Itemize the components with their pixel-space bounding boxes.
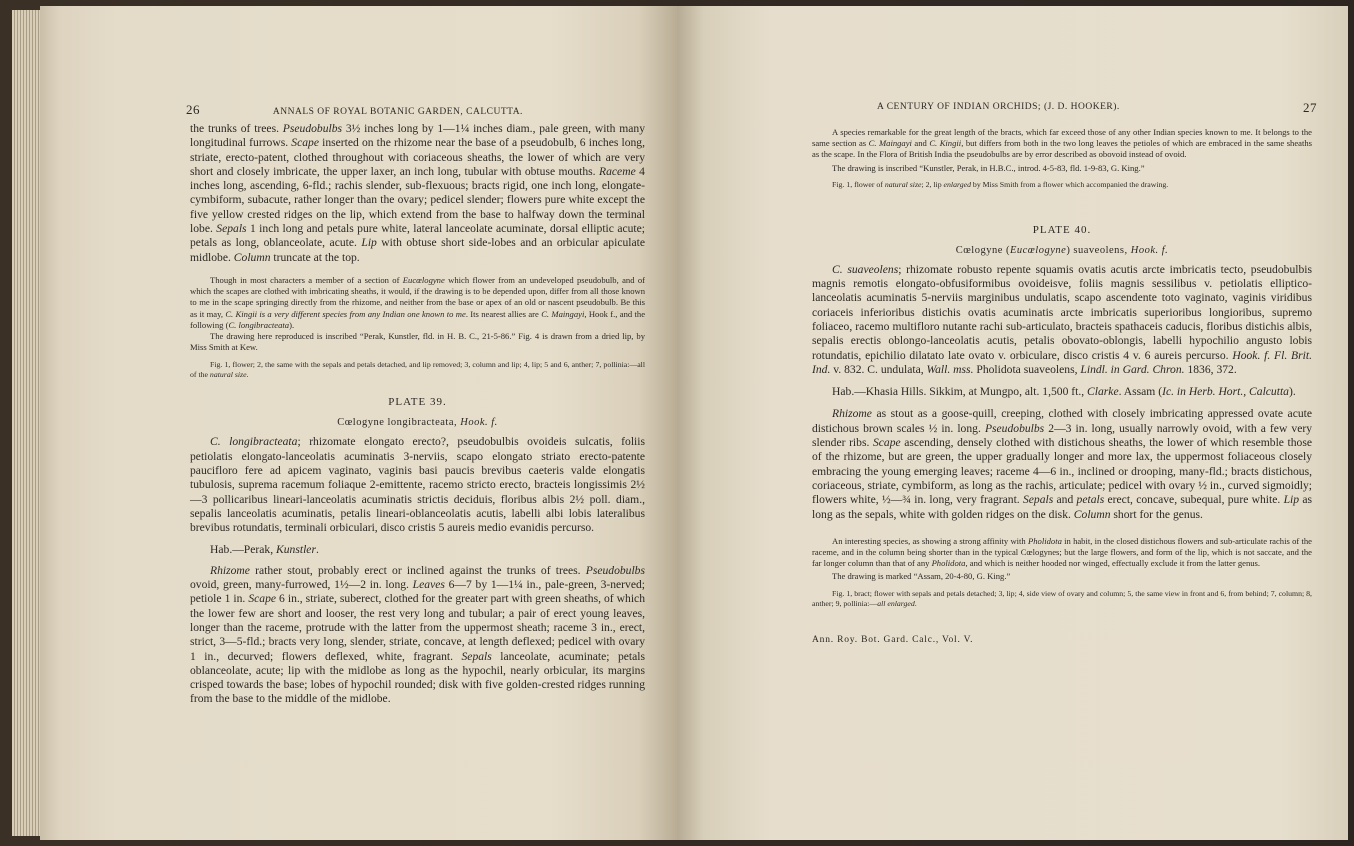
plate-40-habitat: Hab.—Khasia Hills. Sikkim, at Mungpo, alt. 1,500 ft., Clarke. Assam (Ic. in Herb. Hort., Calcutta). (832, 385, 1296, 399)
plate-40-note: An interesting species, as showing a strong affinity with Pholidota in habit, in the closed distichous flowers and sub-articulate rachis of the raceme, and in the column being shorter than in the typical Cœlogynes; but the large flowers, and form of the lip, which is not saccate, and the far longer column than that of any Pholidota, and which is neither hooded nor winged, effectually exclude it from the latter genus. (812, 535, 1312, 569)
right-running-title: A CENTURY OF INDIAN ORCHIDS; (J. D. HOOKER). (877, 102, 1120, 112)
volume-signature: Ann. Roy. Bot. Gard. Calc., Vol. V. (812, 634, 974, 645)
left-drawing-note: The drawing here reproduced is inscribed “Perak, Kunstler, fld. in H. B. C., 21-5-86.” Fig. 4 is drawn from a dried lip, by Miss Smith at Kew. (190, 330, 645, 353)
right-text-column (812, 127, 1312, 645)
plate-40-species: Cœlogyne (Eucœlogyne) suaveolens, Hook. f. (955, 244, 1169, 256)
page-edges (12, 10, 40, 836)
plate-39-description: Rhizome rather stout, probably erect or inclined against the trunks of trees. Pseudobulbs ovoid, green, many-furrowed, 1½—2 in. long. Leaves 6—7 by 1—1¼ in., pale-green, 3-nerved; petiole 1 in. Scape 6 in., striate, suberect, clothed for the greater part with green sheaths, of which the lower few are short and looser, the rest very long and tubular; a pair of erect young leaves, longer than the raceme, protrude with the latter from the uppermost sheath; raceme 3 in., erect, strict, 3—5-fld.; bracts very long, slender, striate, concave, at length deflexed; pedicel with ovary 1 in., decurved; flowers deflexed, white, fragrant. Sepals lanceolate, acuminate; petals oblanceolate, acute; lip with the midlobe as long as the hypochil, nearly orbicular, its margins crisped towards the base; lobes of hypochil rounded; disk with five golden-crested ridges running from the base to the middle of the midlobe. (190, 563, 646, 706)
left-text-column (190, 122, 645, 707)
plate-40-latin: C. suaveolens; rhizomate robusto repente squamis ovatis acutis arcte imbricatis tecto, pseudobulbis magnis remotis elongato-obfusiformibus ovoideisve, foliis magnis sessilibus v. petiolatis elliptico-lanceolatis acuminatis 5-nerviis marginibus undulatis, scapo ascendente toto vaginato, vaginis viridibus coriaceis inferioribus distichis ovatis acuminatis arcte imbricatis superioribus longioribus, supremo foliaceo, racemo multifloro nutante rachi sub-articulato, bracteis spathaceis caducis, floribus distichis albis, sepalis erectis oblongo-lanceolatis acutis, petalis obovato-oblongis, labelli hypochilio angusto lobis rotundatis, epichilio dilatato late ovato v. orbiculare, disco cristis 4 v. 6 aureis percurso. Hook. f. Fl. Brit. Ind. v. 832. C. undulata, Wall. mss. Pholidota suaveolens, Lindl. in Gard. Chron. 1836, 372. (812, 262, 1312, 376)
left-page (40, 6, 677, 840)
left-note: Though in most characters a member of a section of Eucœlogyne which flower from an undeveloped pseudobulb, and of which the scapes are clothed with imbricating sheaths, it would, if the drawing is to be depended upon, differ from all those known to me in the scape springing directly from the rhizome, and neither from the base or apex of an old or nascent pseudobulb. Be this as it may, C. Kingii is a very different species from any Indian one known to me. Its nearest allies are C. Maingayi, Hook f., and the following (C. longibracteata). (190, 274, 646, 330)
plate-40-marking: The drawing is marked “Assam, 20-4-80, G. King.” (832, 571, 1011, 582)
right-page-number: 27 (1303, 100, 1317, 115)
right-figure-caption-1: Fig. 1, flower of natural size; 2, lip enlarged by Miss Smith from a flower which accompanied the drawing. (832, 179, 1169, 189)
plate-39-species: Cœlogyne longibracteata, Hook. f. (337, 417, 498, 429)
plate-39-heading: PLATE 39. (388, 396, 447, 409)
right-page (677, 6, 1348, 840)
plate-39-latin: C. longibracteata; rhizomate elongato erecto?, pseudobulbis ovoideis sulcatis, foliis petiolatis elongato-lanceolatis acuminatis 3-nerviis, scapo elongato striato erecto-patente paucifloro fere ad apicem vaginato, vaginis basi paucis brevibus caeteris valde elongatis tubulosis, suprema racemum foliaque 2-emittente, racemo stricto erecto, bracteis longissimis 2½—3 pollicaribus lineari-lanceolatis acuminatis strictis deciduis, floribus albis 2½ poll. diam., sepalis lanceolatis acuminatis, petalis lineari-oblanceolatis acutis, labelli albi lobis lateralibus brevibus rotundatis, terminali orbiculari, disco cristis 5 aureis medio evanidis percurso. (190, 435, 645, 535)
right-figure-caption-2: Fig. 1, bract; flower with sepals and petals detached; 3, lip; 4, side view of ovary and column; 5, the same view in front and 6, from behind; 7, column; 8, anther; 9, pollinia:—all enlarged. (812, 588, 1312, 608)
left-figure-caption: Fig. 1, flower; 2, the same with the sepals and petals detached, and lip removed; 3, column and lip; 4, lip; 5 and 6, anther; 7, pollinia:—all of the natural size. (190, 360, 645, 380)
left-running-head (186, 102, 656, 118)
left-continuation: the trunks of trees. Pseudobulbs 3½ inches long by 1—1¼ inches diam., pale green, with many longitudinal furrows. Scape inserted on the rhizome near the base of a pseudobulb, 6 inches long, striate, erecto-patent, clothed throughout with coriaceous sheaths, the lower of which are very short and closely imbricate, the upper laxer, an inch long, tubular with obtuse mouths. Raceme 4 inches long, ascending, 6-fld.; rachis slender, sub-flexuous; bracts rigid, one inch long, elongate-cymbiform, subacute, rather longer than the ovary; pedicel slender; flowers pure white except the five yellow crested ridges on the lip, which extend from the base to halfway down the terminal lobe. Sepals 1 inch long and petals pure white, lateral lanceolate acuminate, dorsal elliptic acute; petals as long, oblanceolate, acute. Lip with obtuse short side-lobes and an orbicular apiculate midlobe. Column truncate at the top. (190, 122, 646, 264)
right-running-head (877, 100, 1317, 115)
plate-39-habitat: Hab.—Perak, Kunstler. (210, 543, 319, 557)
left-page-number: 26 (186, 102, 200, 117)
right-intro: A species remarkable for the great length of the bracts, which far exceed those of any other Indian species known to me. It belongs to the same section as C. Maingayi and C. Kingii, but differs from both in the two long leaves the petioles of which are embraced in the same sheaths as the scape. In the Flora of British India the pseudobulbs are by error described as obovoid instead of ovoid. (812, 127, 1313, 160)
plate-40-description: Rhizome as stout as a goose-quill, creeping, clothed with closely imbricating appressed ovate acute distichous brown scales ½ in. long. Pseudobulbs 2—3 in. long, usually narrowly ovoid, with a few very slender ribs. Scape ascending, densely clothed with distichous sheaths, the lower of which resemble those of the rhizome, but are green, the upper gradually longer and more lax, the uppermost foliaceous closely embracing the young emerging leaves; raceme 4—6 in., inclined or drooping, many-fld.; bracts distichous, coriaceous, striate, cymbiform, as long as the rachis, articulate; pedicel with ovary ½ in., curved sigmoidly; flowers white, ½—¾ in. long, very fragrant. Sepals and petals erect, concave, subequal, pure white. Lip as long as the sepals, white with golden ridges on the disk. Column short for the genus. (812, 407, 1312, 521)
plate-40-heading: PLATE 40. (1032, 223, 1092, 236)
left-running-title: ANNALS OF ROYAL BOTANIC GARDEN, CALCUTTA. (272, 107, 523, 117)
right-inscription: The drawing is inscribed “Kunstler, Perak, in H.B.C., introd. 4-5-83, fld. 1-9-83, G. King.” (832, 162, 1145, 173)
